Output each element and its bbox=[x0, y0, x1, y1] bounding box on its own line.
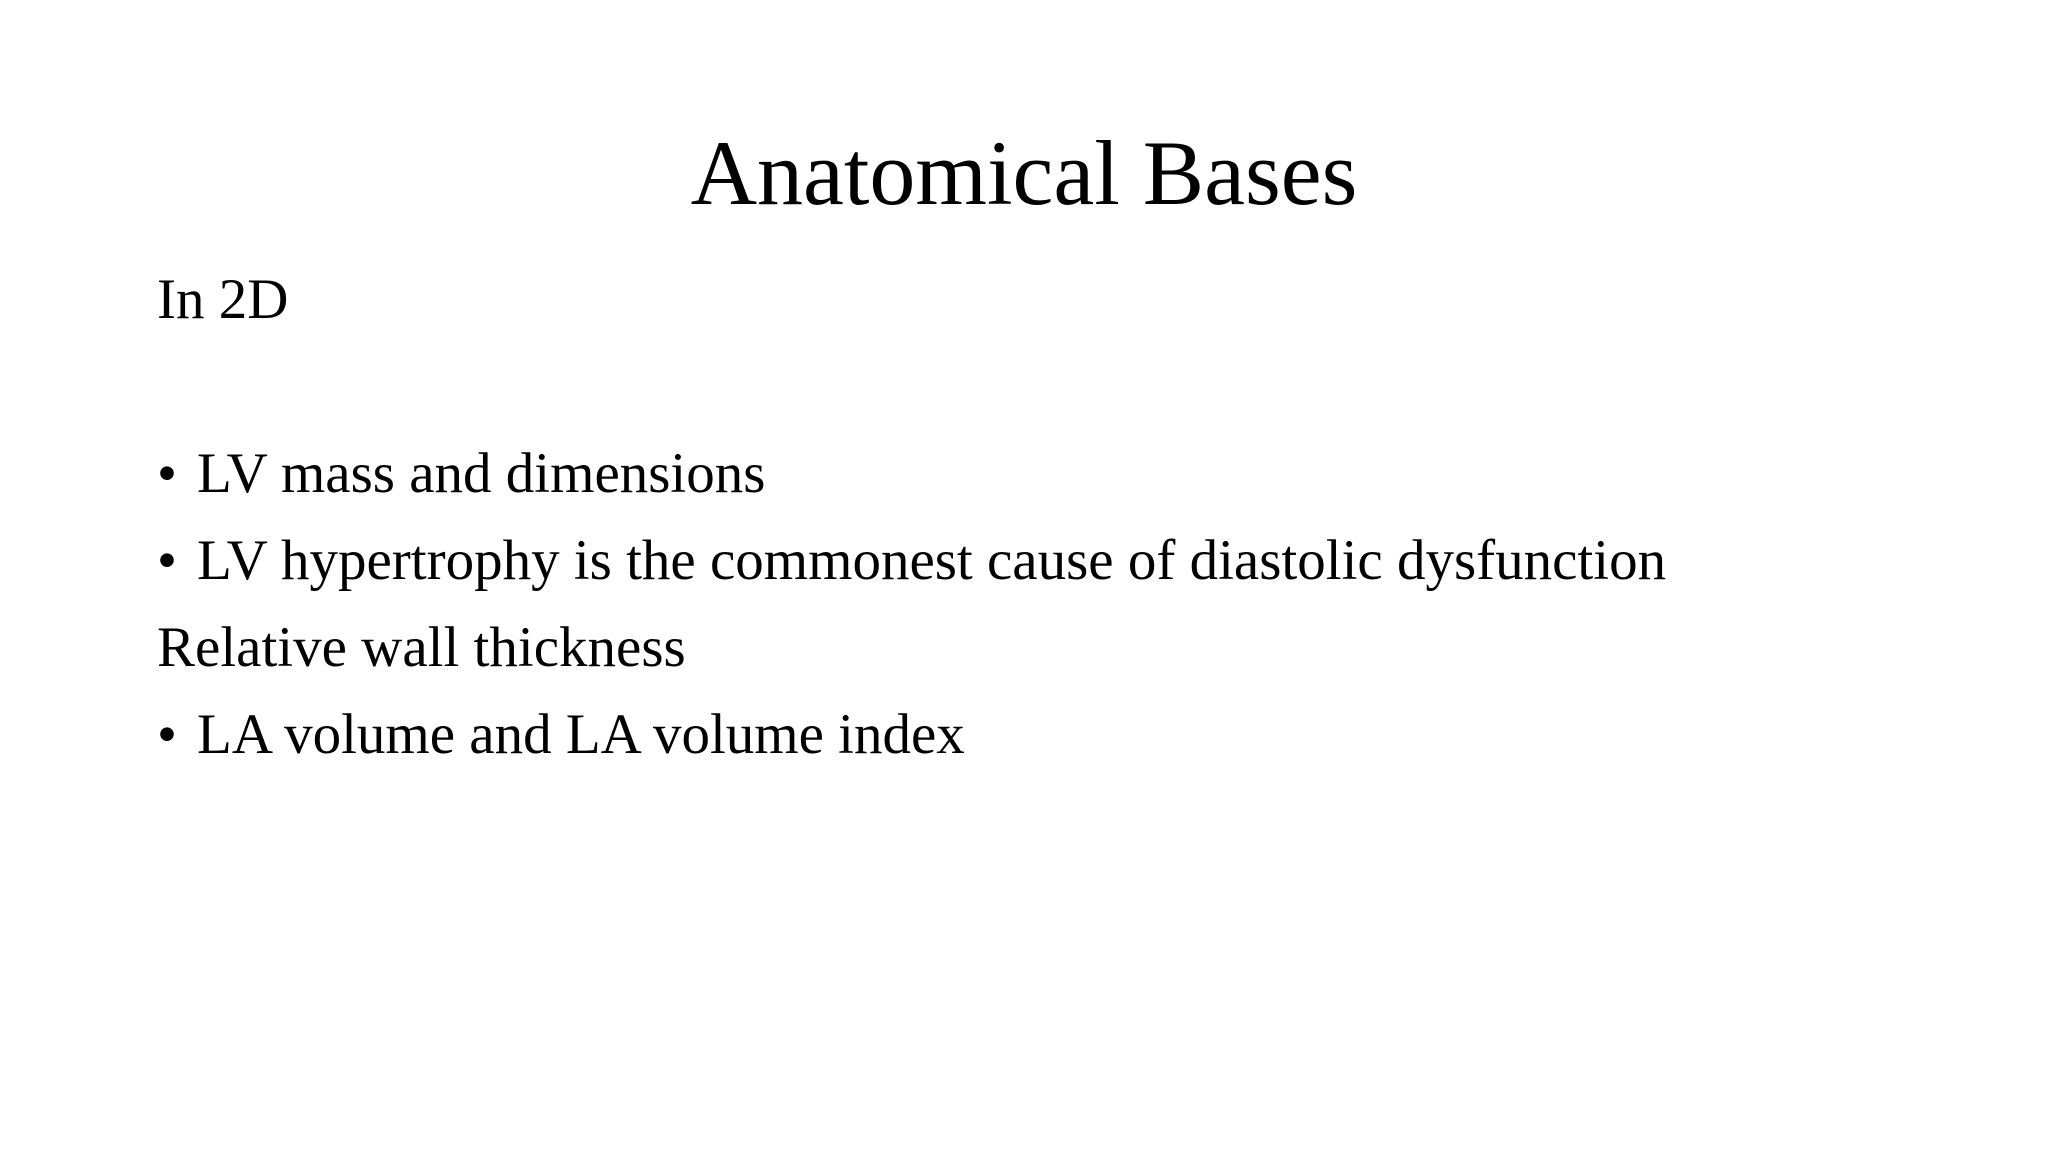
slide-body bbox=[157, 256, 1957, 778]
list-item-text: LV mass and dimensions bbox=[197, 442, 766, 505]
list-item-text: LA volume and LA volume index bbox=[197, 703, 965, 766]
list-item-text: LV hypertrophy is the commonest cause of diastolic dysfunction bbox=[197, 529, 1667, 592]
subheading: In 2D bbox=[157, 268, 289, 331]
bullet-marker: • bbox=[157, 442, 177, 505]
list-item bbox=[157, 430, 1957, 517]
list-item bbox=[157, 604, 1957, 691]
list-item bbox=[157, 691, 1957, 778]
list-item bbox=[157, 517, 1957, 604]
list-item-text: Relative wall thickness bbox=[157, 616, 686, 679]
bullet-marker: • bbox=[157, 703, 177, 766]
slide-title: Anatomical Bases bbox=[690, 122, 1358, 224]
bullet-marker: • bbox=[157, 529, 177, 592]
blank-line bbox=[157, 343, 1957, 430]
